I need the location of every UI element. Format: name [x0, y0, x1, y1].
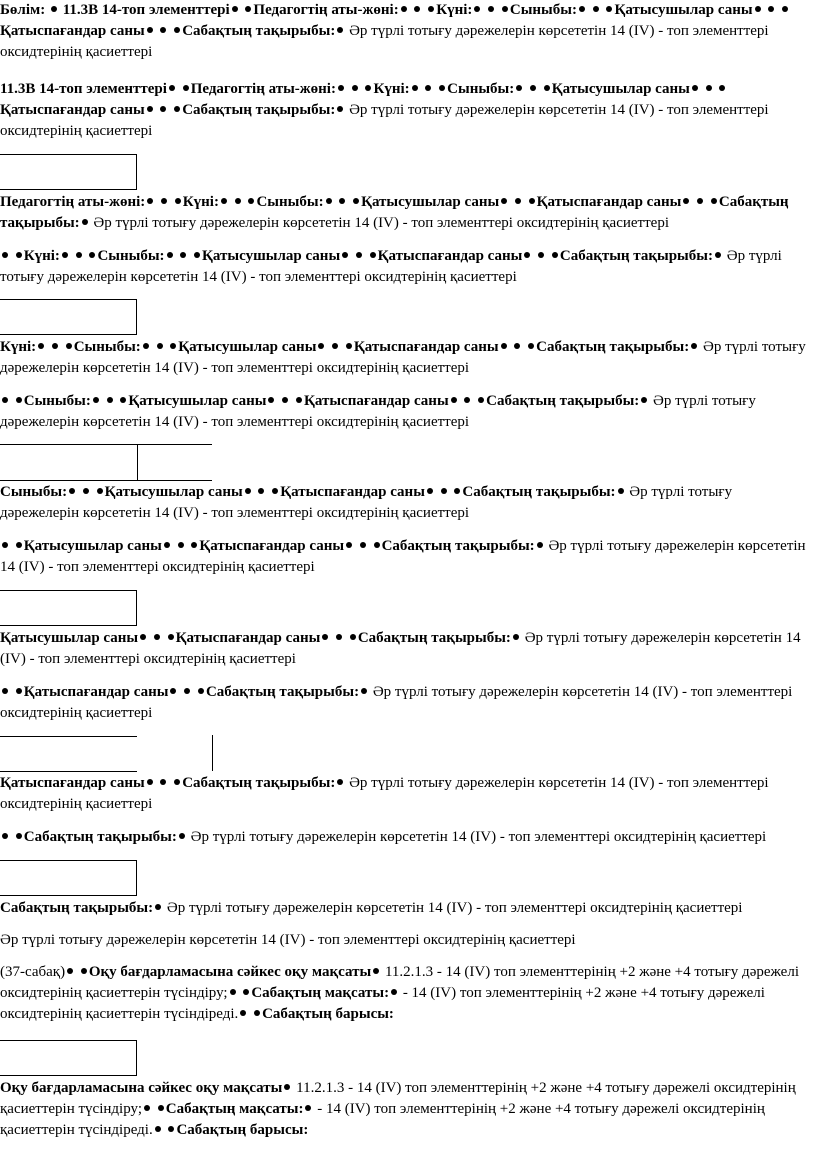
absent-label: Қатыспағандар саны	[0, 775, 145, 791]
topic-label: Сабақтың тақырыбы:	[182, 102, 336, 118]
table-cell-fragment	[0, 590, 137, 626]
bullet-icon	[353, 198, 359, 204]
goal-label: Сабақтың мақсаты:	[251, 985, 390, 1001]
bullet-icon	[439, 85, 445, 91]
bullet-icon	[170, 343, 176, 349]
bullet-icon	[2, 542, 8, 548]
bullet-icon	[235, 198, 241, 204]
bullet-icon	[451, 397, 457, 403]
bullet-icon	[350, 634, 356, 640]
bullet-icon	[352, 85, 358, 91]
absent-label: Қатыспағандар саны	[23, 684, 169, 700]
bullet-icon	[529, 198, 535, 204]
topic-text: Әр түрлі тотығу дәрежелерін көрсететін 14 (IV) - топ элементтері оксидтерінің қасиеттері	[0, 775, 769, 812]
date-label: Күні:	[373, 81, 410, 97]
bullet-icon	[81, 968, 87, 974]
bullet-icon	[158, 1105, 164, 1111]
bullet-icon	[401, 6, 407, 12]
bullet-icon	[441, 488, 447, 494]
bullet-icon	[544, 85, 550, 91]
goal-label: Сабақтың мақсаты:	[165, 1101, 304, 1117]
bullet-icon	[346, 542, 352, 548]
bullet-icon	[174, 779, 180, 785]
bullet-icon	[168, 634, 174, 640]
bullet-icon	[245, 6, 251, 12]
bullet-icon	[356, 252, 362, 258]
bullet-icon	[147, 106, 153, 112]
paragraph-5	[0, 337, 813, 379]
rule-line	[0, 771, 137, 772]
bullet-icon	[719, 85, 725, 91]
present-label: Қатысушылар саны	[128, 393, 267, 409]
bullet-icon	[268, 397, 274, 403]
absent-label: Қатыспағандар саны	[0, 23, 145, 39]
section-label: Бөлім:	[0, 2, 46, 18]
bullet-icon	[488, 6, 494, 12]
bullet-icon	[502, 6, 508, 12]
objectives-text: 11.2.1.3 - 14 (IV) топ элементтерінің +2 және +4 тотығу дәрежелі оксидтерінің қасиеттерін түсіндіру;	[0, 964, 799, 1001]
class-label: Сыныбы:	[509, 2, 577, 18]
class-label: Сыныбы:	[447, 81, 515, 97]
rule-line	[137, 444, 138, 480]
topic-label: Сабақтың тақырыбы:	[536, 339, 690, 355]
bullet-icon	[107, 397, 113, 403]
bullet-icon	[641, 397, 647, 403]
rule-line	[0, 480, 212, 481]
bullet-icon	[169, 85, 175, 91]
topic-label: Сабақтың тақырыбы:	[182, 775, 336, 791]
bullet-icon	[154, 634, 160, 640]
bullet-icon	[51, 6, 57, 12]
paragraph-6	[0, 391, 813, 433]
present-label: Қатысушылар саны	[551, 81, 690, 97]
topic-text: Әр түрлі тотығу дәрежелерін көрсететін 14 (IV) - топ элементтері оксидтерінің қасиеттері	[0, 23, 769, 60]
bullet-icon	[144, 1105, 150, 1111]
bullet-icon	[174, 27, 180, 33]
topic-text: Әр түрлі тотығу дәрежелерін көрсететін 14 (IV) - топ элементтері оксидтерінің қасиеттері	[0, 684, 793, 721]
bullet-icon	[245, 488, 251, 494]
table-cell-fragment	[0, 860, 137, 896]
bullet-icon	[683, 198, 689, 204]
date-label: Күні:	[436, 2, 473, 18]
bullet-icon	[155, 904, 161, 910]
objectives-label: Оқу бағдарламасына сәйкес оқу мақсаты	[0, 1080, 283, 1096]
bullet-icon	[768, 6, 774, 12]
bullet-icon	[284, 1084, 290, 1090]
bullet-icon	[2, 397, 8, 403]
goal-text: - 14 (IV) топ элементтерінің +2 және +4 тотығу дәрежелі оксидтерінің қасиеттерін түсіндіреді.	[0, 985, 765, 1022]
paragraph-8	[0, 536, 813, 578]
bullet-icon	[414, 6, 420, 12]
bullet-icon	[184, 688, 190, 694]
bullet-icon	[537, 542, 543, 548]
table-cell-fragment	[0, 1040, 137, 1076]
bullet-icon	[180, 252, 186, 258]
bullet-icon	[464, 397, 470, 403]
teacher-label: Педагогтің аты-жөні:	[0, 194, 146, 210]
topic-label: Сабақтың тақырыбы:	[381, 538, 535, 554]
rule-line	[212, 735, 213, 771]
bullet-icon	[337, 27, 343, 33]
progress-label: Сабақтың барысы:	[176, 1122, 309, 1138]
bullet-icon	[254, 1010, 260, 1016]
bullet-icon	[97, 488, 103, 494]
date-label: Күні:	[182, 194, 219, 210]
topic-label: Сабақтың тақырыбы:	[23, 829, 177, 845]
bullet-icon	[530, 85, 536, 91]
bullet-icon	[474, 6, 480, 12]
rule-line	[0, 736, 137, 737]
bullet-icon	[305, 1105, 311, 1111]
bullet-icon	[258, 488, 264, 494]
bullet-icon	[89, 252, 95, 258]
paragraph-4	[0, 246, 813, 288]
bullet-icon	[391, 989, 397, 995]
bullet-icon	[346, 343, 352, 349]
present-label: Қатысушылар саны	[361, 194, 500, 210]
bullet-icon	[38, 343, 44, 349]
bullet-icon	[478, 397, 484, 403]
bullet-icon	[16, 252, 22, 258]
bullet-icon	[170, 688, 176, 694]
bullet-icon	[2, 688, 8, 694]
bullet-icon	[282, 397, 288, 403]
topic-label: Сабақтың тақырыбы:	[486, 393, 640, 409]
present-label: Қатысушылар саны	[0, 630, 139, 646]
bullet-icon	[248, 198, 254, 204]
bullet-icon	[147, 27, 153, 33]
bullet-icon	[174, 106, 180, 112]
bullet-icon	[143, 343, 149, 349]
date-label: Күні:	[0, 339, 37, 355]
present-label: Қатысушылар саны	[23, 538, 162, 554]
bullet-icon	[337, 106, 343, 112]
bullet-icon	[579, 6, 585, 12]
bullet-icon	[16, 542, 22, 548]
absent-label: Қатыспағандар саны	[377, 248, 523, 264]
bullet-icon	[161, 198, 167, 204]
bullet-icon	[198, 688, 204, 694]
topic-text: Әр түрлі тотығу дәрежелерін көрсететін 14 (IV) - топ элементтері оксидтерінің қасиеттері	[0, 538, 806, 575]
bullet-icon	[691, 343, 697, 349]
present-label: Қатысушылар саны	[614, 2, 753, 18]
bullet-icon	[221, 198, 227, 204]
absent-label: Қатыспағандар саны	[536, 194, 682, 210]
bullet-icon	[2, 833, 8, 839]
paragraph-13	[0, 898, 813, 919]
class-label: Сыныбы:	[97, 248, 165, 264]
topic-text: Әр түрлі тотығу дәрежелерін көрсететін 14 (IV) - топ элементтері оксидтерінің қасиеттері	[0, 339, 806, 376]
bullet-icon	[157, 343, 163, 349]
bullet-icon	[516, 85, 522, 91]
topic-text: Әр түрлі тотығу дәрежелерін көрсететін 14 (IV) - топ элементтері оксидтерінің қасиеттері	[0, 248, 782, 285]
bullet-icon	[66, 343, 72, 349]
topic-text: Әр түрлі тотығу дәрежелерін көрсететін 14 (IV) - топ элементтері оксидтерінің қасиеттері	[0, 630, 801, 667]
bullet-icon	[782, 6, 788, 12]
bullet-icon	[513, 634, 519, 640]
paragraph-14	[0, 930, 813, 951]
bullet-icon	[272, 488, 278, 494]
absent-label: Қатыспағандар саны	[199, 538, 345, 554]
group-label: 11.3В 14-топ элементтері	[0, 81, 167, 97]
bullet-icon	[191, 542, 197, 548]
lesson-number: (37-сабақ)	[0, 964, 66, 980]
bullet-icon	[160, 779, 166, 785]
bullet-icon	[337, 779, 343, 785]
paragraph-2	[0, 79, 813, 142]
table-cell-fragment	[0, 154, 137, 190]
bullet-icon	[715, 252, 721, 258]
bullet-icon	[552, 252, 558, 258]
absent-label: Қатыспағандар саны	[303, 393, 449, 409]
teacher-label: Педагогтің аты-жөні:	[190, 81, 336, 97]
bullet-icon	[326, 198, 332, 204]
class-label: Сыныбы:	[0, 484, 68, 500]
bullet-icon	[69, 488, 75, 494]
bullet-icon	[183, 85, 189, 91]
bullet-icon	[336, 634, 342, 640]
bullet-icon	[332, 343, 338, 349]
bullet-icon	[62, 252, 68, 258]
bullet-icon	[618, 488, 624, 494]
bullet-icon	[67, 968, 73, 974]
paragraph-15	[0, 962, 813, 1025]
topic-label: Сабақтың тақырыбы:	[0, 194, 789, 231]
bullet-icon	[318, 343, 324, 349]
objectives-label: Оқу бағдарламасына сәйкес оқу мақсаты	[88, 964, 372, 980]
class-label: Сыныбы:	[23, 393, 91, 409]
bullet-icon	[370, 252, 376, 258]
topic-label: Сабақтың тақырыбы:	[205, 684, 360, 700]
bullet-icon	[93, 397, 99, 403]
topic-label: Сабақтың тақырыбы:	[357, 630, 511, 646]
progress-label: Сабақтың барысы:	[262, 1006, 394, 1022]
bullet-icon	[243, 989, 249, 995]
paragraph-11	[0, 773, 813, 815]
paragraph-3	[0, 192, 813, 234]
bullet-icon	[147, 198, 153, 204]
bullet-icon	[178, 542, 184, 548]
bullet-icon	[412, 85, 418, 91]
topic-label: Сабақтың тақырыбы:	[0, 900, 154, 916]
bullet-icon	[164, 542, 170, 548]
table-cell-fragment	[0, 299, 137, 335]
bullet-icon	[230, 989, 236, 995]
present-label: Қатысушылар саны	[178, 339, 317, 355]
bullet-icon	[711, 198, 717, 204]
bullet-icon	[168, 1126, 174, 1132]
bullet-icon	[322, 634, 328, 640]
bullet-icon	[524, 252, 530, 258]
bullet-icon	[692, 85, 698, 91]
bullet-icon	[179, 833, 185, 839]
bullet-icon	[454, 488, 460, 494]
absent-label: Қатыспағандар саны	[175, 630, 321, 646]
bullet-icon	[374, 542, 380, 548]
objectives-text: 11.2.1.3 - 14 (IV) топ элементтерінің +2 және +4 тотығу дәрежелі оксидтерінің қасиеттерін түсіндіру;	[0, 1080, 796, 1117]
teacher-label: Педагогтің аты-жөні:	[253, 2, 399, 18]
bullet-icon	[76, 252, 82, 258]
present-label: Қатысушылар саны	[104, 484, 243, 500]
paragraph-1	[0, 0, 813, 63]
bullet-icon	[2, 252, 8, 258]
absent-label: Қатыспағандар саны	[0, 102, 145, 118]
bullet-icon	[83, 488, 89, 494]
topic-label: Сабақтың тақырыбы:	[559, 248, 713, 264]
bullet-icon	[339, 198, 345, 204]
bullet-icon	[175, 198, 181, 204]
bullet-icon	[515, 198, 521, 204]
bullet-icon	[593, 6, 599, 12]
bullet-icon	[52, 343, 58, 349]
bullet-icon	[140, 634, 146, 640]
paragraph-10	[0, 682, 813, 724]
bullet-icon	[296, 397, 302, 403]
bullet-icon	[501, 198, 507, 204]
present-label: Қатысушылар саны	[202, 248, 341, 264]
bullet-icon	[167, 252, 173, 258]
bullet-icon	[501, 343, 507, 349]
paragraph-12	[0, 827, 813, 848]
topic-text: Әр түрлі тотығу дәрежелерін көрсететін 14 (IV) - топ элементтері оксидтерінің қасиеттері	[190, 829, 767, 845]
bullet-icon	[538, 252, 544, 258]
topic-text: Әр түрлі тотығу дәрежелерін көрсететін 14 (IV) - топ элементтері оксидтерінің қасиеттері	[0, 102, 769, 139]
bullet-icon	[120, 397, 126, 403]
bullet-icon	[147, 779, 153, 785]
class-label: Сыныбы:	[73, 339, 141, 355]
topic-label: Сабақтың тақырыбы:	[462, 484, 616, 500]
rule-line	[0, 444, 212, 445]
bullet-icon	[232, 6, 238, 12]
bullet-icon	[425, 85, 431, 91]
bullet-icon	[697, 198, 703, 204]
bullet-icon	[16, 688, 22, 694]
bullet-icon	[365, 85, 371, 91]
topic-label: Сабақтың тақырыбы:	[182, 23, 336, 39]
bullet-icon	[706, 85, 712, 91]
paragraph-9	[0, 628, 813, 670]
bullet-icon	[606, 6, 612, 12]
goal-text: - 14 (IV) топ элементтерінің +2 және +4 тотығу дәрежелі оксидтерінің қасиеттерін түсіндіреді.	[0, 1101, 765, 1138]
topic-text: Әр түрлі тотығу дәрежелерін көрсететін 14 (IV) - топ элементтері оксидтерінің қасиеттері	[0, 393, 756, 430]
bullet-icon	[16, 397, 22, 403]
paragraph-7	[0, 482, 813, 524]
topic-text: Әр түрлі тотығу дәрежелерін көрсететін 14 (IV) - топ элементтері оксидтерінің қасиеттері	[0, 932, 576, 948]
bullet-icon	[361, 688, 367, 694]
bullet-icon	[194, 252, 200, 258]
bullet-icon	[360, 542, 366, 548]
bullet-icon	[160, 106, 166, 112]
topic-text: Әр түрлі тотығу дәрежелерін көрсететін 14 (IV) - топ элементтері оксидтерінің қасиеттері	[93, 215, 669, 231]
absent-label: Қатыспағандар саны	[280, 484, 425, 500]
bullet-icon	[428, 6, 434, 12]
bullet-icon	[160, 27, 166, 33]
paragraph-16	[0, 1078, 813, 1141]
bullet-icon	[155, 1126, 161, 1132]
topic-text: Әр түрлі тотығу дәрежелерін көрсететін 14 (IV) - топ элементтері оксидтерінің қасиеттері	[0, 484, 733, 521]
bullet-icon	[427, 488, 433, 494]
bullet-icon	[338, 85, 344, 91]
group-label: 11.3В 14-топ элементтері	[62, 2, 230, 18]
bullet-icon	[16, 833, 22, 839]
topic-text: Әр түрлі тотығу дәрежелерін көрсететін 14 (IV) - топ элементтері оксидтерінің қасиеттері	[166, 900, 743, 916]
class-label: Сыныбы:	[256, 194, 324, 210]
bullet-icon	[82, 219, 88, 225]
bullet-icon	[342, 252, 348, 258]
bullet-icon	[528, 343, 534, 349]
bullet-icon	[240, 1010, 246, 1016]
bullet-icon	[514, 343, 520, 349]
bullet-icon	[373, 968, 379, 974]
date-label: Күні:	[23, 248, 60, 264]
bullet-icon	[755, 6, 761, 12]
absent-label: Қатыспағандар саны	[353, 339, 499, 355]
